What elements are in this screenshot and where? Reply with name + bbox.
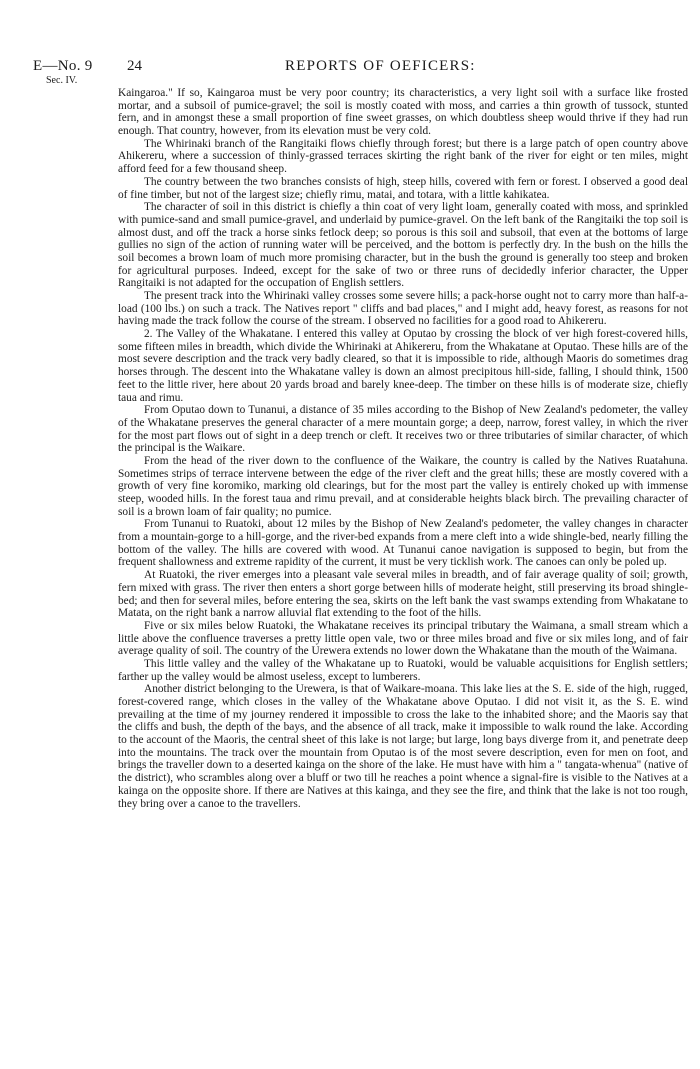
paragraph: The Whirinaki branch of the Rangitaiki flows chiefly through forest; but there is a large patch of open country above Ahikereru, where a succession of thinly-grassed terraces skirting the right bank of the river for eight or ten miles, might afford feed for a few thousand sheep. — [118, 137, 688, 176]
paragraph: The character of soil in this district is chiefly a thin coat of very light loam, generally coated with moss, and sprinkled with pumice-sand and small pumice-gravel, and underlaid by pumice-gravel. On the left bank of the Rangitaiki the top soil is almost dust, and off the track a horse sinks fetlock deep; so porous is this soil and subsoil, that even at the bottoms of large gullies no sign of the action of running water will be perceived, and the bottom is perfectly dry. In the bush on the hills the soil becomes a brown loam of much more promising character, but in the bush the ground is generally too steep and broken for agricultural purposes. Indeed, except for the sake of two or three runs of decidedly inferior character, the Upper Rangitaiki is not adapted for the occupation of English settlers. — [118, 201, 688, 290]
report-body — [118, 87, 688, 810]
paragraph: Kaingaroa." If so, Kaingaroa must be very poor country; its characteristics, a very light soil with a surface like frosted mortar, and a subsoil of pumice-gravel; the soil is mostly coated with moss, and carries a thin growth of tussock, stunted fern, and in amongst these a small proportion of fine sweet grasses, on which doubtless sheep would thrive if they had run enough. That country, however, from its elevation must be very cold. — [118, 87, 688, 138]
page-number: 24 — [127, 58, 142, 74]
paragraph: This little valley and the valley of the Whakatane up to Ruatoki, would be valuable acquisitions for English settlers; farther up the valley would be almost useless, except to lumberers. — [118, 657, 688, 683]
running-title: REPORTS OF OEFICERS: — [285, 58, 476, 74]
paragraph: At Ruatoki, the river emerges into a pleasant vale several miles in breadth, and of fair average quality of soil; growth, fern mixed with grass. The river then enters a short gorge between hills of moderate height, still preserving its broad shingle-bed; and then for several miles, before entering the sea, skirts on the left bank the vast swamps extending from Whakatane to Matata, on the right bank a narrow alluvial flat extending to the foot of the hills. — [118, 569, 688, 620]
paragraph: 2. The Valley of the Whakatane. I entered this valley at Oputao by crossing the block of ver high forest-covered hills, some fifteen miles in breadth, which divide the Whirinaki at Ahikereru, from the Whakatane at Oputao. These hills are of the most severe description and the track very badly cleared, so that it is impossible to ride, although Maoris do sometimes drag horses through. The descent into the Whakatane valley is down an almost precipitous hill-side, falling, I should think, 1500 feet to the little river, here about 20 yards broad and barely knee-deep. The timber on these hills is of moderate size, chiefly taua and rimu. — [118, 328, 688, 404]
document-number: E—No. 9 — [33, 58, 93, 74]
paragraph: The country between the two branches consists of high, steep hills, covered with fern or forest. I observed a good deal of fine timber, but not of the largest size; chiefly rimu, matai, and totara, with a little kahikatea. — [118, 175, 688, 201]
paragraph: Five or six miles below Ruatoki, the Whakatane receives its principal tributary the Waimana, a small stream which a little above the confluence traverses a pretty little open vale, two or three miles broad and five or six miles long, and of fair average quality of soil. The country of the Urewera extends no lower down the Whakatane than the mouth of the Waimana. — [118, 619, 688, 658]
paragraph: From Tunanui to Ruatoki, about 12 miles by the Bishop of New Zealand's pedometer, the valley changes in character from a mountain-gorge to a hill-gorge, and the river-bed expands from a mere cleft into a wide shingle-bed, nearly filling the bottom of the valley. The hills are covered with wood. At Tunanui canoe navigation is supposed to begin, but from the frequent shallowness and extreme rapidity of the current, it must be very ticklish work. The canoes can only be poled up. — [118, 518, 688, 569]
paragraph: From the head of the river down to the confluence of the Waikare, the country is called by the Natives Ruatahuna. Sometimes strips of terrace intervene between the edge of the river cleft and the great hills; these are mostly covered with a growth of very fine koromiko, marking old clearings, but for the most part the valley is entirely choked up with immense steep, wooded hills. In the forest taua and rimu prevail, and at considerable heights black birch. The prevailing character of soil is a brown loam of fair quality; no pumice. — [118, 454, 688, 518]
paragraph: Another district belonging to the Urewera, is that of Waikare-moana. This lake lies at the S. E. side of the high, rugged, forest-covered range, which closes in the valley of the Whakatane above Oputao. I did not visit it, as the S. E. wind prevailing at the time of my journey rendered it impossible to cross the lake to the inhabited shore; and the Maoris say that the cliffs and bush, the depth of the bays, and the absence of all track, make it impossible to walk round the lake. According to the account of the Maoris, the central sheet of this lake is not large; but large, long bays diverge from it, and penetrate deep into the mountains. The track over the mountain from Oputao is of the most severe description, even for men on foot, and brings the traveller down to a deserted kainga on the shore of the lake. He must have with him a " tangata-whenua" (native of the district), who scrambles along over a bluff or two till he reaches a point whence a signal-fire is visible to the Natives at a kainga on the opposite shore. If there are Natives at this kainga, and they see the fire, and think that the lake is not too rough, they bring over a canoe to the travellers. — [118, 683, 688, 810]
paragraph: The present track into the Whirinaki valley crosses some severe hills; a pack-horse ought not to carry more than half-a-load (100 lbs.) on such a track. The Natives report " cliffs and bad places," and I might add, heavy forest, as reasons for not having made the track follow the course of the stream. I observed no facilities for a good road to Ahikereru. — [118, 290, 688, 328]
section-label: Sec. IV. — [46, 75, 78, 86]
paragraph: From Oputao down to Tunanui, a distance of 35 miles according to the Bishop of New Zealand's pedometer, the valley of the Whakatane preserves the general character of a mere mountain gorge; a deep, narrow, forest valley, in which the river for the most part flows out of sight in a deep trench or cleft. It receives two or three tributaries of similar character, of which the principal is the Waikare. — [118, 404, 688, 455]
